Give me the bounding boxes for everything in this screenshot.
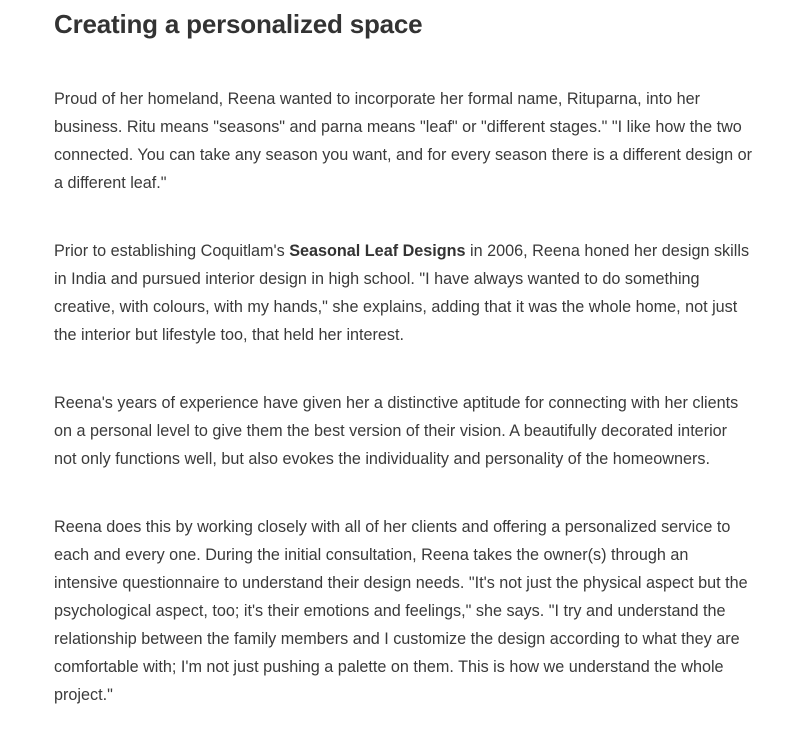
- paragraph-background: [54, 237, 754, 349]
- paragraph-homeland: Proud of her homeland, Reena wanted to incorporate her formal name, Rituparna, into her business. Ritu means "seasons" and parna means "leaf" or "different stages." "I like how the two connected. You can take any season you want, and for every season there is a different design or a different leaf.": [54, 90, 753, 192]
- paragraph-process: Reena does this by working closely with all of her clients and offering a personalized service to each and every one. During the initial consultation, Reena takes the owner(s) through an intensive questionnaire to understand their design needs. "It's not just the physical aspect but the psychological aspect, too; it's their emotions and feelings," she says. "I try and understand the relationship between the family members and I customize the design according to what they are comfortable with; I'm not just pushing a palette on them. This is how we understand the whole project.": [54, 518, 748, 704]
- article-body: [54, 0, 754, 709]
- paragraph-experience: Reena's years of experience have given her a distinctive aptitude for connecting with her clients on a personal level to give them the best version of their vision. A beautifully decorated interior not only functions well, but also evokes the individuality and personality of the homeowners.: [54, 394, 739, 468]
- paragraph-background-text-end: in 2006, Reena honed her design skills in India and pursued interior design in high school. "I have always wanted to do something creative, with colours, with my hands," she explains, adding that it was the whole home, not just the interior but lifestyle too, that held her interest.: [54, 242, 750, 344]
- company-name: Seasonal Leaf Designs: [289, 242, 466, 260]
- paragraph-background-text-start: Prior to establishing Coquitlam's: [54, 242, 290, 260]
- section-heading: Creating a personalized space: [54, 9, 423, 39]
